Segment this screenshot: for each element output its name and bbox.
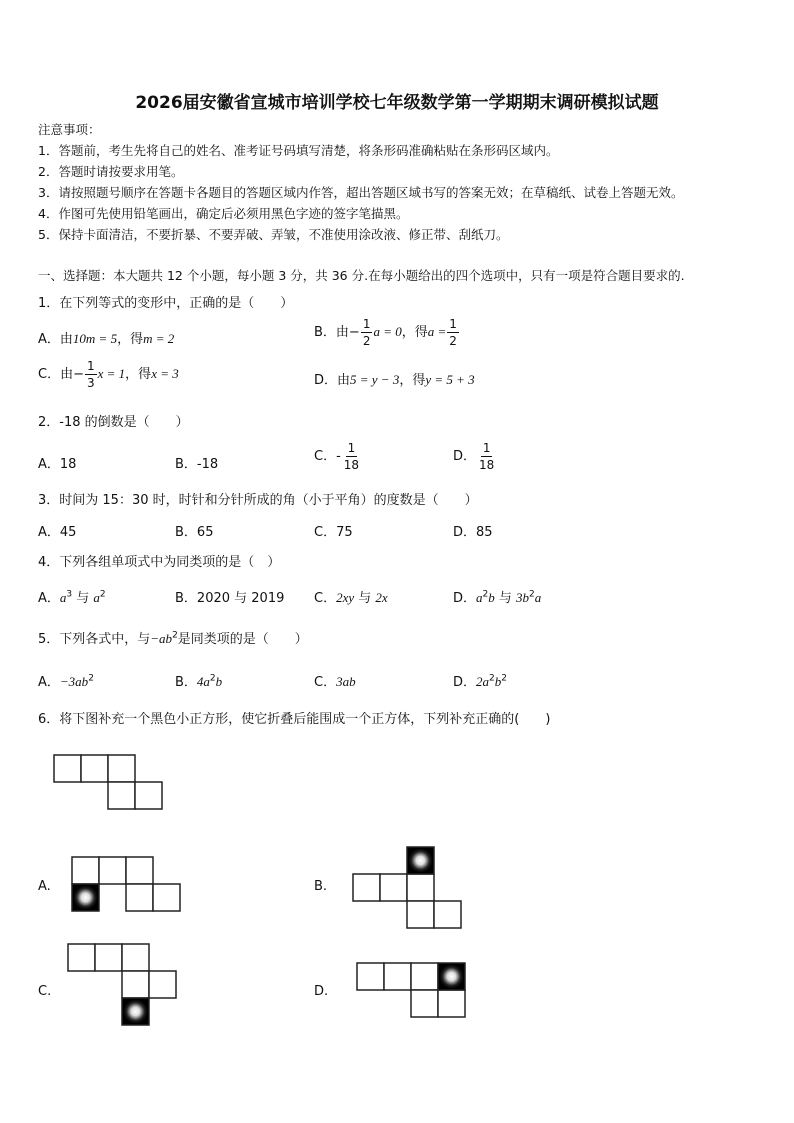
q4-option-a: A．$a^3$ 与 $a^2$ [38,589,106,606]
black-square-icon [409,849,433,873]
q6-option-b-label: B. [314,879,328,894]
question-3-stem: 3．时间为 15：30 时，时针和分针所成的角（小于平角）的度数是（ ） [38,493,478,508]
notice-item-5: 5．保持卡面清洁，不要折暴、不要弄破、弄皱，不准使用涂改液、修正带、刮纸刀。 [38,227,509,242]
q2-option-c: C．- $\frac{1}{18}$ [314,441,360,472]
q5-option-c: C．3ab [314,674,356,690]
q6-option-d-label: D. [314,984,329,999]
q2-option-d: D． $\frac{1}{18}$ [453,441,495,472]
notice-item-3: 3．请按照题号顺序在答题卡各题目的答题区域内作答，超出答题区域书写的答案无效；在草稿纸、试卷上答题无效。 [38,185,684,200]
q6-option-a-label: A. [38,879,51,894]
q6-option-a-net [71,856,183,914]
q1-option-d: D．由5 = y − 3，得y = 5 + 3 [314,372,475,388]
q3-option-b: B．65 [175,525,214,540]
q6-original-net [53,754,165,812]
page-title: 2026届安徽省宣城市培训学校七年级数学第一学期期末调研模拟试题 [135,93,659,113]
black-square-icon [74,886,98,910]
question-2-stem: 2．-18 的倒数是（ ） [38,415,189,430]
question-1-stem: 1．在下列等式的变形中，正确的是（ ） [38,296,294,311]
q6-option-c-net [67,943,179,1029]
black-square-icon [124,1000,148,1024]
q5-option-a: A．$-3ab^2$ [38,673,94,690]
q1-option-a: A．由10m = 5，得m = 2 [38,331,175,347]
q3-option-d: D．85 [453,525,493,540]
q3-option-c: C．75 [314,525,353,540]
q6-option-c-label: C. [38,984,52,999]
q2-option-b: B．-18 [175,457,219,472]
question-4-stem: 4．下列各组单项式中为同类项的是（ ） [38,555,281,570]
question-5-stem: 5．下列各式中，与$-ab^2$是同类项的是（ ） [38,630,308,647]
notice-heading: 注意事项： [38,122,101,137]
q2-option-a: A．18 [38,457,77,472]
q1-option-c: C．由− $\frac{1}{3}$ x = 1，得x = 3 [38,359,179,390]
q5-option-b: B．$4a^2b$ [175,673,223,690]
section-heading: 一、选择题：本大题共 12 个小题，每小题 3 分，共 36 分.在每小题给出的四个选项中，只有一项是符合题目要求的. [38,268,685,283]
notice-item-1: 1．答题前，考生先将自己的姓名、准考证号码填写清楚，将条形码准确粘贴在条形码区域内。 [38,143,559,158]
q5-option-d: D．$2a^2b^2$ [453,673,507,690]
notice-item-4: 4．作图可先使用铅笔画出，确定后必须用黑色字迹的签字笔描黑。 [38,206,409,221]
q4-option-b: B．2020 与 2019 [175,591,285,606]
black-square-icon [440,965,464,989]
q6-option-d-net [356,962,468,1020]
q4-option-c: C．2xy 与 2x [314,590,388,606]
q1-option-b: B．由− $\frac{1}{2}$ a = 0，得a = $\frac{1}{2}$ [314,317,457,348]
q6-option-b-net [352,846,464,930]
q3-option-a: A．45 [38,525,77,540]
q4-option-d: D．$a^2b$ 与 $3b^2a$ [453,589,542,606]
question-6-stem: 6．将下图补充一个黑色小正方形，使它折叠后能围成一个正方体，下列补充正确的( ) [38,712,551,727]
notice-item-2: 2．答题时请按要求用笔。 [38,164,184,179]
